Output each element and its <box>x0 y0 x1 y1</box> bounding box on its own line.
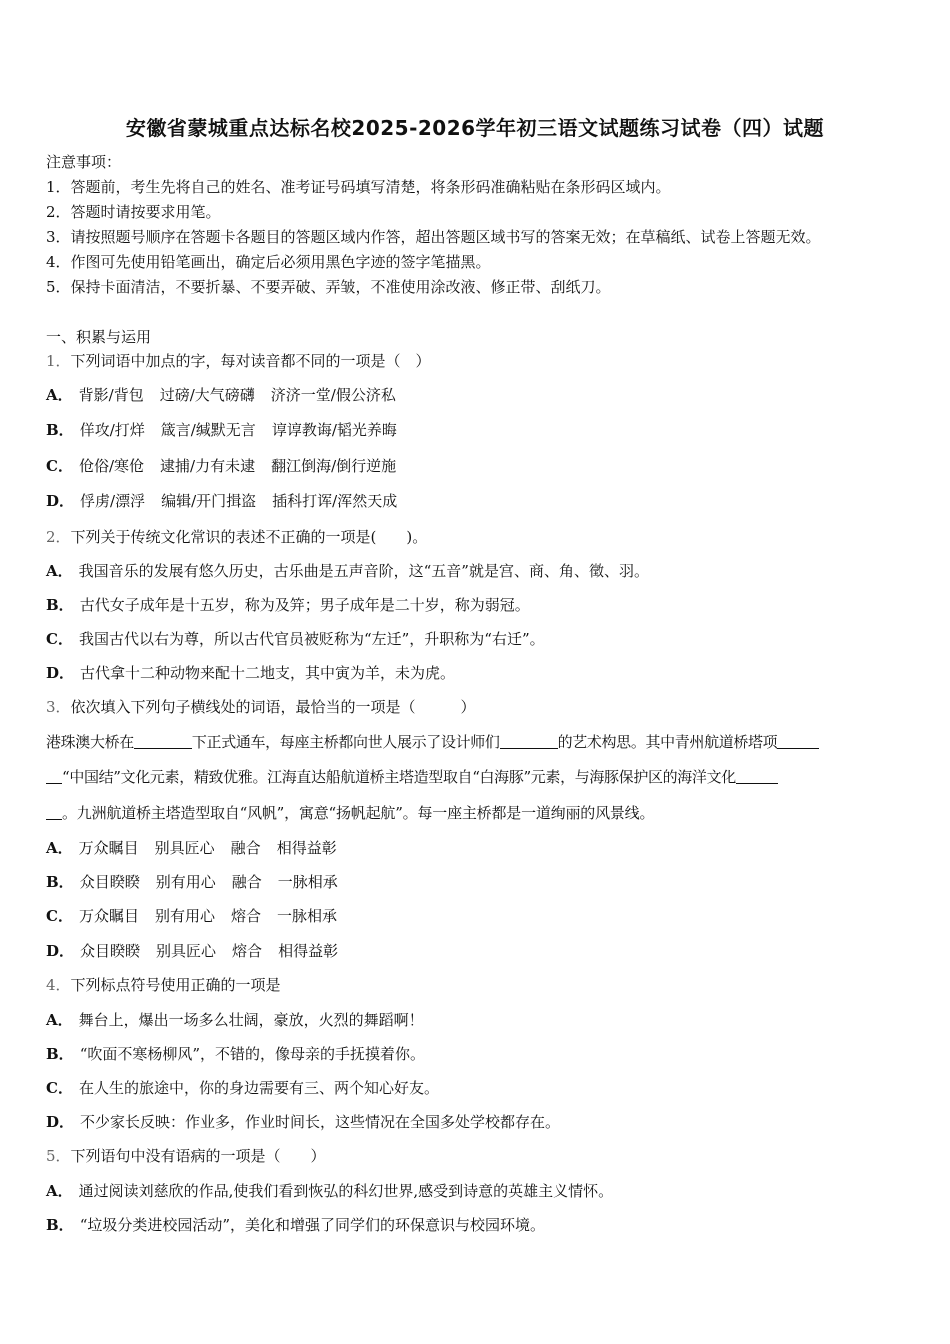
question-4-stem <box>46 975 281 995</box>
question-2-option-a[interactable] <box>46 561 649 581</box>
question-5-option-b[interactable] <box>46 1215 545 1235</box>
option-part: 万众瞩目 <box>78 907 139 925</box>
option-text: 舞台上，爆出一场多么壮阔，豪放，火烈的舞蹈啊！ <box>78 1011 424 1029</box>
question-number: 5． <box>46 1147 71 1165</box>
option-label: B． <box>46 1045 74 1063</box>
option-label: B． <box>46 873 74 891</box>
notice-item: 5．保持卡面清洁，不要折暴、不要弄破、弄皱，不准使用涂改液、修正带、刮纸刀。 <box>46 278 611 296</box>
option-part: 编辑/开门揖盗 <box>161 492 257 510</box>
question-text: 依次填入下列句子横线处的词语，最恰当的一项是（ ） <box>70 698 476 716</box>
option-label: C． <box>46 907 73 925</box>
option-text: “吹面不寒杨柳风”，不错的，像母亲的手抚摸着你。 <box>79 1045 426 1063</box>
question-1-option-c[interactable] <box>46 456 396 476</box>
section-heading: 一、积累与运用 <box>46 328 152 346</box>
option-text: 古代拿十二种动物来配十二地支，其中寅为羊，未为虎。 <box>80 664 456 682</box>
option-label: D． <box>46 1113 75 1131</box>
passage-text: 港珠澳大桥在 <box>46 733 134 751</box>
option-part: 佯攻/打烊 <box>79 421 145 439</box>
fill-blank[interactable] <box>46 767 62 784</box>
option-part: 别具匠心 <box>154 839 215 857</box>
option-part: 伧俗/寒伧 <box>78 457 145 475</box>
option-text: 不少家长反映：作业多，作业时间长，这些情况在全国多处学校都存在。 <box>80 1113 561 1131</box>
option-label: C． <box>46 630 73 648</box>
fill-blank[interactable] <box>46 803 62 820</box>
option-part: 过磅/大气磅礴 <box>159 386 255 404</box>
option-part: 济济一堂/假公济私 <box>270 386 396 404</box>
option-label: A． <box>46 1011 73 1029</box>
option-text: 我国古代以右为尊，所以古代官员被贬称为“左迁”，升职称为“右迁”。 <box>78 630 545 648</box>
question-number: 4． <box>46 976 71 994</box>
option-part: 俘虏/漂浮 <box>80 492 146 510</box>
question-3-option-a[interactable] <box>46 838 337 858</box>
question-number: 1． <box>46 352 71 370</box>
question-3-option-d[interactable] <box>46 941 338 961</box>
option-text: 古代女子成年是十五岁，称为及笄；男子成年是二十岁，称为弱冠。 <box>79 596 530 614</box>
option-part: 别具匠心 <box>156 942 217 960</box>
option-part: 万众瞩目 <box>78 839 139 857</box>
option-part: 逮捕/力有未逮 <box>160 457 256 475</box>
option-label: B． <box>46 596 74 614</box>
fill-blank[interactable] <box>736 767 778 784</box>
question-5-stem <box>46 1146 326 1166</box>
option-part: 背影/背包 <box>78 386 144 404</box>
option-text: “垃圾分类进校园活动”，美化和增强了同学们的环保意识与校园环境。 <box>79 1216 546 1234</box>
notice-item: 1．答题前，考生先将自己的姓名、准考证号码填写清楚，将条形码准确粘贴在条形码区域内。 <box>46 178 671 196</box>
document-title: 安徽省蒙城重点达标名校2025-2026学年初三语文试题练习试卷（四）试题 <box>125 116 825 140</box>
notice-item: 3．请按照题号顺序在答题卡各题目的答题区域内作答，超出答题区域书写的答案无效；在草稿纸、试卷上答题无效。 <box>46 228 821 246</box>
option-label: D． <box>46 664 75 682</box>
question-2-option-c[interactable] <box>46 629 545 649</box>
passage-text: “中国结”文化元素，精致优雅。江海直达船航道桥主塔造型取自“白海豚”元素，与海豚保护区的海洋文化 <box>62 768 736 786</box>
option-part: 相得益彰 <box>278 942 339 960</box>
question-1-stem <box>46 351 431 371</box>
question-text: 下列标点符号使用正确的一项是 <box>70 976 281 994</box>
option-text: 通过阅读刘慈欣的作品,使我们看到恢弘的科幻世界,感受到诗意的英雄主义情怀。 <box>78 1182 614 1200</box>
question-1-option-d[interactable] <box>46 491 397 511</box>
question-4-option-a[interactable] <box>46 1010 424 1030</box>
option-label: B． <box>46 1216 74 1234</box>
question-3-option-b[interactable] <box>46 872 338 892</box>
fill-blank[interactable] <box>500 732 558 749</box>
question-text: 下列语句中没有语病的一项是（ ） <box>70 1147 326 1165</box>
option-part: 翻江倒海/倒行逆施 <box>271 457 397 475</box>
notice-heading: 注意事项： <box>46 153 122 171</box>
passage-text: 。九洲航道桥主塔造型取自“风帆”，寓意“扬帆起航”。每一座主桥都是一道绚丽的风景线。 <box>62 804 655 822</box>
question-3-passage-line <box>46 803 654 823</box>
option-part: 箴言/缄默无言 <box>160 421 256 439</box>
question-3-passage-line <box>46 767 778 787</box>
question-number: 3． <box>46 698 71 716</box>
option-label: C． <box>46 1079 73 1097</box>
option-part: 别有用心 <box>155 873 216 891</box>
option-part: 相得益彰 <box>276 839 337 857</box>
option-part: 熔合 <box>230 907 261 925</box>
option-part: 一脉相承 <box>277 907 338 925</box>
option-part: 谆谆教诲/韬光养晦 <box>271 421 397 439</box>
question-4-option-d[interactable] <box>46 1112 560 1132</box>
question-5-option-a[interactable] <box>46 1181 613 1201</box>
question-text: 下列词语中加点的字，每对读音都不同的一项是（ ） <box>70 352 431 370</box>
question-4-option-b[interactable] <box>46 1044 425 1064</box>
question-2-option-b[interactable] <box>46 595 530 615</box>
option-label: B． <box>46 421 74 439</box>
fill-blank[interactable] <box>134 732 192 749</box>
question-3-stem <box>46 697 476 717</box>
option-label: A． <box>46 386 73 404</box>
option-label: D． <box>46 492 75 510</box>
question-text: 下列关于传统文化常识的表述不正确的一项是( )。 <box>70 528 428 546</box>
option-part: 融合 <box>231 873 262 891</box>
option-part: 熔合 <box>232 942 263 960</box>
question-4-option-c[interactable] <box>46 1078 439 1098</box>
option-part: 一脉相承 <box>277 873 338 891</box>
option-text: 在人生的旅途中，你的身边需要有三、两个知心好友。 <box>78 1079 439 1097</box>
question-3-passage-line <box>46 732 819 752</box>
question-3-option-c[interactable] <box>46 906 337 926</box>
option-label: A． <box>46 562 73 580</box>
option-part: 别有用心 <box>154 907 215 925</box>
fill-blank[interactable] <box>777 732 819 749</box>
option-label: C． <box>46 457 73 475</box>
option-part: 插科打诨/浑然天成 <box>272 492 398 510</box>
option-part: 众目睽睽 <box>80 942 141 960</box>
option-label: D． <box>46 942 75 960</box>
option-label: A． <box>46 1182 73 1200</box>
option-label: A． <box>46 839 73 857</box>
question-number: 2． <box>46 528 71 546</box>
notice-item: 2．答题时请按要求用笔。 <box>46 203 221 221</box>
question-1-option-a[interactable] <box>46 385 396 405</box>
question-1-option-b[interactable] <box>46 420 397 440</box>
option-part: 众目睽睽 <box>79 873 140 891</box>
passage-text: 下正式通车，每座主桥都向世人展示了设计师们 <box>191 733 500 751</box>
question-2-stem <box>46 527 427 547</box>
notice-item: 4．作图可先使用铅笔画出，确定后必须用黑色字迹的签字笔描黑。 <box>46 253 491 271</box>
option-part: 融合 <box>230 839 261 857</box>
question-2-option-d[interactable] <box>46 663 455 683</box>
option-text: 我国音乐的发展有悠久历史，古乐曲是五声音阶，这“五音”就是宫、商、角、徵、羽。 <box>78 562 649 580</box>
passage-text: 的艺术构思。其中青州航道桥塔项 <box>557 733 778 751</box>
